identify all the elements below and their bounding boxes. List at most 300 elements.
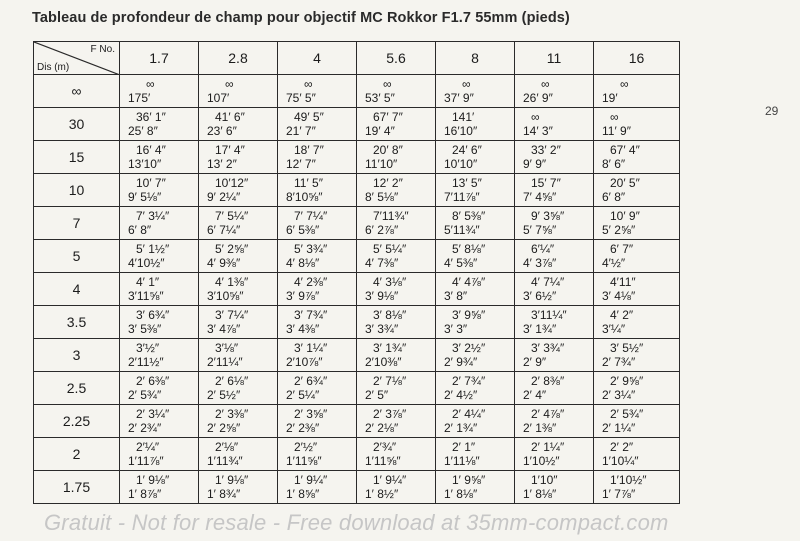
distance-cell: 30 <box>34 108 120 141</box>
far-limit: 2′ 3⅝″ <box>294 407 328 421</box>
near-limit: 5′ 7⅝″ <box>523 223 557 237</box>
dof-cell <box>515 207 594 240</box>
near-limit: 9′ 5⅛″ <box>128 190 162 204</box>
dof-cell <box>199 240 278 273</box>
near-limit: 19′ <box>602 91 618 105</box>
near-limit: 2′ 2¾″ <box>128 421 162 435</box>
dof-cell <box>515 174 594 207</box>
far-limit: 33′ 2″ <box>531 143 561 157</box>
far-limit: 3′ 8⅛″ <box>373 308 407 322</box>
aperture-header: 4 <box>278 42 357 75</box>
far-limit: 16′ 4″ <box>136 143 166 157</box>
near-limit: 3′¼″ <box>602 322 626 336</box>
watermark: Gratuit - Not for resale - Free download at 35mm-compact.com <box>44 510 669 535</box>
far-limit: 2′ 9⅝″ <box>610 374 644 388</box>
dof-cell <box>515 339 594 372</box>
near-limit: 37′ 9″ <box>444 91 474 105</box>
dof-cell <box>357 339 436 372</box>
far-limit: 49′ 5″ <box>294 110 324 124</box>
far-limit: 2′ 1″ <box>452 440 476 454</box>
far-limit: 3′ 5½″ <box>610 341 644 355</box>
far-limit: 15′ 7″ <box>531 176 561 190</box>
far-limit: 2′ 3¼″ <box>136 407 170 421</box>
far-limit: 1′10½″ <box>610 473 647 487</box>
near-limit: 2′ 3¼″ <box>602 388 636 402</box>
dof-cell <box>199 339 278 372</box>
near-limit: 6′ 5⅜″ <box>286 223 320 237</box>
far-limit: 10′ 9″ <box>610 209 640 223</box>
far-limit: 5′ 5¼″ <box>373 242 407 256</box>
far-limit: 141′ <box>452 110 475 124</box>
near-limit: 175′ <box>128 91 151 105</box>
far-limit: ∞ <box>383 77 392 91</box>
far-limit: 3′ 9⅝″ <box>452 308 486 322</box>
far-limit: ∞ <box>146 77 155 91</box>
far-limit: 2′ 1¼″ <box>531 440 565 454</box>
near-limit: 2′10⅞″ <box>286 355 323 369</box>
far-limit: ∞ <box>541 77 550 91</box>
dof-cell <box>594 438 680 471</box>
f-number-label: F No. <box>90 44 115 55</box>
far-limit: 18′ 7″ <box>294 143 324 157</box>
near-limit: 4′ 5⅜″ <box>444 256 478 270</box>
near-limit: 2′11¼″ <box>207 355 243 369</box>
near-limit: 26′ 9″ <box>523 91 553 105</box>
near-limit: 3′10⅝″ <box>207 289 244 303</box>
dof-cell <box>357 108 436 141</box>
far-limit: 3′ 3¾″ <box>531 341 565 355</box>
distance-cell: 10 <box>34 174 120 207</box>
dof-cell <box>594 372 680 405</box>
dof-cell <box>120 405 199 438</box>
near-limit: 1′ 8½″ <box>365 487 399 501</box>
dof-cell <box>199 372 278 405</box>
far-limit: 5′ 2⅝″ <box>215 242 249 256</box>
near-limit: 3′ 9⅛″ <box>365 289 399 303</box>
far-limit: 41′ 6″ <box>215 110 245 124</box>
dof-cell <box>199 141 278 174</box>
far-limit: 2′ 6¾″ <box>294 374 328 388</box>
table-row <box>34 207 680 240</box>
far-limit: 2′½″ <box>294 440 318 454</box>
dof-cell <box>120 471 199 504</box>
near-limit: 4′ 9⅜″ <box>207 256 241 270</box>
far-limit: 4′ 1″ <box>136 275 160 289</box>
near-limit: 13′ 2″ <box>207 157 237 171</box>
dof-cell <box>436 273 515 306</box>
dof-cell <box>278 75 357 108</box>
dof-cell <box>199 405 278 438</box>
near-limit: 9′ 9″ <box>523 157 547 171</box>
near-limit: 2′ 9¾″ <box>444 355 478 369</box>
table-row <box>34 174 680 207</box>
near-limit: 1′ 8⅛″ <box>523 487 557 501</box>
table-row <box>34 240 680 273</box>
near-limit: 1′11⅛″ <box>444 454 480 468</box>
table-row <box>34 75 680 108</box>
far-limit: 2′ 8⅜″ <box>531 374 565 388</box>
dof-cell <box>278 141 357 174</box>
header-row <box>34 42 680 75</box>
near-limit: 6′ 7¼″ <box>207 223 241 237</box>
dof-cell <box>436 174 515 207</box>
far-limit: 1′ 9⅛″ <box>215 473 249 487</box>
dof-cell <box>436 207 515 240</box>
far-limit: 2′ 6⅛″ <box>215 374 249 388</box>
dof-cell <box>278 240 357 273</box>
far-limit: 17′ 4″ <box>215 143 245 157</box>
depth-of-field-table <box>33 41 680 504</box>
distance-cell: 3.5 <box>34 306 120 339</box>
aperture-header: 16 <box>594 42 680 75</box>
near-limit: 4′ 8⅛″ <box>286 256 320 270</box>
far-limit: 4′ 1⅜″ <box>215 275 249 289</box>
dof-cell <box>278 174 357 207</box>
distance-cell: ∞ <box>34 75 120 108</box>
dof-cell <box>278 405 357 438</box>
aperture-header: 2.8 <box>199 42 278 75</box>
near-limit: 1′ 7⅞″ <box>602 487 636 501</box>
near-limit: 5′11¾″ <box>444 223 480 237</box>
dof-cell <box>357 438 436 471</box>
dof-cell <box>515 141 594 174</box>
far-limit: ∞ <box>610 110 619 124</box>
distance-cell: 5 <box>34 240 120 273</box>
near-limit: 3′ 4⅛″ <box>602 289 636 303</box>
table-row <box>34 141 680 174</box>
far-limit: 2′¼″ <box>136 440 160 454</box>
dof-cell <box>436 438 515 471</box>
near-limit: 5′ 2⅝″ <box>602 223 636 237</box>
dof-cell <box>278 372 357 405</box>
dof-cell <box>594 240 680 273</box>
far-limit: ∞ <box>462 77 471 91</box>
dof-cell <box>278 438 357 471</box>
page-title: Tableau de profondeur de champ pour objectif MC Rokkor F1.7 55mm (pieds) <box>32 10 570 26</box>
near-limit: 1′10½″ <box>523 454 560 468</box>
dof-cell <box>278 306 357 339</box>
near-limit: 107′ <box>207 91 230 105</box>
far-limit: 6′ 7″ <box>610 242 634 256</box>
far-limit: 4′11″ <box>610 275 636 289</box>
far-limit: 4′ 2⅜″ <box>294 275 328 289</box>
far-limit: 67′ 4″ <box>610 143 640 157</box>
dof-cell <box>436 372 515 405</box>
near-limit: 2′ 2⅛″ <box>365 421 399 435</box>
near-limit: 3′ 3¾″ <box>365 322 399 336</box>
dof-cell <box>120 438 199 471</box>
near-limit: 13′10″ <box>128 157 162 171</box>
dof-cell <box>357 141 436 174</box>
table-row <box>34 372 680 405</box>
near-limit: 3′ 4⅜″ <box>286 322 320 336</box>
near-limit: 2′ 2⅝″ <box>207 421 241 435</box>
dof-cell <box>436 141 515 174</box>
near-limit: 3′ 3″ <box>444 322 468 336</box>
dof-cell <box>120 174 199 207</box>
dof-cell <box>594 207 680 240</box>
dof-cell <box>594 174 680 207</box>
far-limit: 1′ 9⅝″ <box>452 473 486 487</box>
far-limit: 11′ 5″ <box>294 176 323 190</box>
far-limit: 1′10″ <box>531 473 558 487</box>
distance-cell: 3 <box>34 339 120 372</box>
far-limit: 5′ 8⅛″ <box>452 242 486 256</box>
near-limit: 21′ 7″ <box>286 124 316 138</box>
dof-cell <box>120 372 199 405</box>
dof-cell <box>436 240 515 273</box>
far-limit: 2′ 3⅞″ <box>373 407 407 421</box>
near-limit: 11′10″ <box>365 157 398 171</box>
dof-cell <box>515 372 594 405</box>
far-limit: ∞ <box>620 77 629 91</box>
near-limit: 9′ 2¼″ <box>207 190 241 204</box>
dof-cell <box>120 339 199 372</box>
dof-cell <box>120 273 199 306</box>
far-limit: 3′ 6¾″ <box>136 308 170 322</box>
far-limit: 3′ 1¼″ <box>294 341 328 355</box>
near-limit: 4′½″ <box>602 256 626 270</box>
far-limit: 7′11¾″ <box>373 209 409 223</box>
dof-cell <box>357 306 436 339</box>
near-limit: 16′10″ <box>444 124 478 138</box>
dof-cell <box>278 273 357 306</box>
far-limit: 20′ 8″ <box>373 143 403 157</box>
near-limit: 4′ 7⅜″ <box>365 256 399 270</box>
far-limit: 2′ 7¾″ <box>452 374 486 388</box>
dof-cell <box>436 339 515 372</box>
near-limit: 8′10⅝″ <box>286 190 323 204</box>
far-limit: 2′ 6⅜″ <box>136 374 170 388</box>
far-limit: 2′ 5¾″ <box>610 407 644 421</box>
dof-cell <box>199 438 278 471</box>
near-limit: 2′ 5½″ <box>207 388 241 402</box>
dof-cell <box>515 405 594 438</box>
page-number: 29 <box>765 104 779 118</box>
far-limit: 1′ 9¼″ <box>373 473 407 487</box>
far-limit: ∞ <box>531 110 540 124</box>
distance-cell: 2 <box>34 438 120 471</box>
dof-cell <box>515 471 594 504</box>
dof-cell <box>594 75 680 108</box>
table-row <box>34 108 680 141</box>
far-limit: 13′ 5″ <box>452 176 482 190</box>
far-limit: 2′ 4⅞″ <box>531 407 565 421</box>
near-limit: 2′ 1¾″ <box>444 421 478 435</box>
far-limit: ∞ <box>225 77 234 91</box>
dof-cell <box>594 405 680 438</box>
far-limit: 6′¼″ <box>531 242 555 256</box>
distance-cell: 1.75 <box>34 471 120 504</box>
far-limit: 3′ 1¾″ <box>373 341 407 355</box>
dof-cell <box>199 75 278 108</box>
table-row <box>34 339 680 372</box>
distance-cell: 2.5 <box>34 372 120 405</box>
near-limit: 2′11½″ <box>128 355 164 369</box>
far-limit: 1′ 9⅛″ <box>136 473 170 487</box>
near-limit: 2′ 1⅜″ <box>523 421 557 435</box>
near-limit: 4′ 3⅞″ <box>523 256 557 270</box>
near-limit: 2′ 5¼″ <box>286 388 320 402</box>
near-limit: 7′11⅞″ <box>444 190 480 204</box>
far-limit: 36′ 1″ <box>136 110 166 124</box>
dof-cell <box>120 240 199 273</box>
near-limit: 1′11¾″ <box>207 454 243 468</box>
dof-cell <box>357 75 436 108</box>
far-limit: 3′⅛″ <box>215 341 239 355</box>
near-limit: 6′ 8″ <box>128 223 152 237</box>
near-limit: 1′ 8⅞″ <box>128 487 162 501</box>
table-row <box>34 306 680 339</box>
dof-cell <box>199 108 278 141</box>
aperture-header: 5.6 <box>357 42 436 75</box>
near-limit: 75′ 5″ <box>286 91 316 105</box>
near-limit: 3′11⅝″ <box>128 289 164 303</box>
near-limit: 2′ 5″ <box>365 388 389 402</box>
near-limit: 1′11⅞″ <box>128 454 164 468</box>
dof-cell <box>120 75 199 108</box>
near-limit: 2′ 7¾″ <box>602 355 636 369</box>
distance-cell: 7 <box>34 207 120 240</box>
dof-cell <box>594 339 680 372</box>
aperture-header: 8 <box>436 42 515 75</box>
near-limit: 2′ 2⅜″ <box>286 421 320 435</box>
near-limit: 3′ 9⅞″ <box>286 289 320 303</box>
far-limit: 3′ 2½″ <box>452 341 486 355</box>
far-limit: 20′ 5″ <box>610 176 640 190</box>
near-limit: 2′ 5¾″ <box>128 388 162 402</box>
near-limit: 2′ 4″ <box>523 388 547 402</box>
far-limit: 10′ 7″ <box>136 176 166 190</box>
distance-label: Dis (m) <box>37 62 70 73</box>
near-limit: 6′ 8″ <box>602 190 626 204</box>
far-limit: 3′½″ <box>136 341 160 355</box>
dof-cell <box>357 273 436 306</box>
far-limit: ∞ <box>304 77 313 91</box>
distance-cell: 15 <box>34 141 120 174</box>
far-limit: 1′ 9¼″ <box>294 473 328 487</box>
near-limit: 1′ 8¾″ <box>207 487 241 501</box>
dof-cell <box>357 405 436 438</box>
near-limit: 2′ 9″ <box>523 355 547 369</box>
near-limit: 3′ 4⅞″ <box>207 322 241 336</box>
near-limit: 53′ 5″ <box>365 91 395 105</box>
table-row <box>34 438 680 471</box>
far-limit: 4′ 4⅞″ <box>452 275 486 289</box>
far-limit: 10′12″ <box>215 176 249 190</box>
dof-cell <box>120 306 199 339</box>
dof-cell <box>515 273 594 306</box>
far-limit: 2′⅛″ <box>215 440 239 454</box>
dof-cell <box>436 471 515 504</box>
dof-cell <box>515 75 594 108</box>
dof-cell <box>199 306 278 339</box>
far-limit: 2′ 4¼″ <box>452 407 486 421</box>
far-limit: 7′ 3¼″ <box>136 209 170 223</box>
dof-cell <box>120 108 199 141</box>
dof-cell <box>357 471 436 504</box>
dof-cell <box>278 207 357 240</box>
dof-cell <box>199 174 278 207</box>
far-limit: 8′ 5⅜″ <box>452 209 486 223</box>
far-limit: 3′ 7¼″ <box>215 308 249 322</box>
far-limit: 4′ 7¼″ <box>531 275 565 289</box>
dof-cell <box>436 306 515 339</box>
near-limit: 23′ 6″ <box>207 124 237 138</box>
dof-cell <box>594 306 680 339</box>
near-limit: 8′ 5⅛″ <box>365 190 399 204</box>
table-row <box>34 273 680 306</box>
far-limit: 24′ 6″ <box>452 143 482 157</box>
distance-cell: 2.25 <box>34 405 120 438</box>
table-body <box>34 75 680 504</box>
near-limit: 7′ 4⅝″ <box>523 190 557 204</box>
dof-cell <box>199 207 278 240</box>
dof-cell <box>278 471 357 504</box>
near-limit: 19′ 4″ <box>365 124 395 138</box>
near-limit: 12′ 7″ <box>286 157 316 171</box>
near-limit: 3′ 6½″ <box>523 289 557 303</box>
near-limit: 2′ 1¼″ <box>602 421 636 435</box>
far-limit: 3′ 7¾″ <box>294 308 328 322</box>
near-limit: 25′ 8″ <box>128 124 158 138</box>
dof-cell <box>436 405 515 438</box>
near-limit: 10′10″ <box>444 157 478 171</box>
far-limit: 12′ 2″ <box>373 176 403 190</box>
dof-cell <box>357 240 436 273</box>
dof-cell <box>594 108 680 141</box>
dof-cell <box>515 108 594 141</box>
dof-cell <box>357 174 436 207</box>
dof-cell <box>120 207 199 240</box>
near-limit: 4′10½″ <box>128 256 165 270</box>
near-limit: 14′ 3″ <box>523 124 553 138</box>
dof-cell <box>199 471 278 504</box>
far-limit: 7′ 7¼″ <box>294 209 328 223</box>
table-row <box>34 405 680 438</box>
far-limit: 2′ 7⅛″ <box>373 374 407 388</box>
dof-cell <box>357 372 436 405</box>
near-limit: 1′10¼″ <box>602 454 639 468</box>
far-limit: 3′11¼″ <box>531 308 567 322</box>
dof-cell <box>436 108 515 141</box>
dof-cell <box>515 438 594 471</box>
dof-cell <box>199 273 278 306</box>
corner-header-cell <box>34 42 120 75</box>
dof-cell <box>594 471 680 504</box>
near-limit: 3′ 8″ <box>444 289 468 303</box>
distance-cell: 4 <box>34 273 120 306</box>
far-limit: 9′ 3⅝″ <box>531 209 565 223</box>
far-limit: 2′ 3⅜″ <box>215 407 249 421</box>
dof-cell <box>594 141 680 174</box>
near-limit: 3′ 1¾″ <box>523 322 557 336</box>
far-limit: 2′¾″ <box>373 440 397 454</box>
far-limit: 7′ 5¼″ <box>215 209 249 223</box>
dof-cell <box>278 339 357 372</box>
dof-cell <box>436 75 515 108</box>
far-limit: 5′ 3¾″ <box>294 242 328 256</box>
near-limit: 1′11⅝″ <box>286 454 322 468</box>
near-limit: 6′ 2⅞″ <box>365 223 399 237</box>
far-limit: 67′ 7″ <box>373 110 403 124</box>
near-limit: 1′ 8⅝″ <box>286 487 320 501</box>
near-limit: 1′11⅝″ <box>365 454 401 468</box>
dof-cell <box>515 306 594 339</box>
far-limit: 2′ 2″ <box>610 440 634 454</box>
dof-cell <box>357 207 436 240</box>
far-limit: 4′ 3⅛″ <box>373 275 407 289</box>
